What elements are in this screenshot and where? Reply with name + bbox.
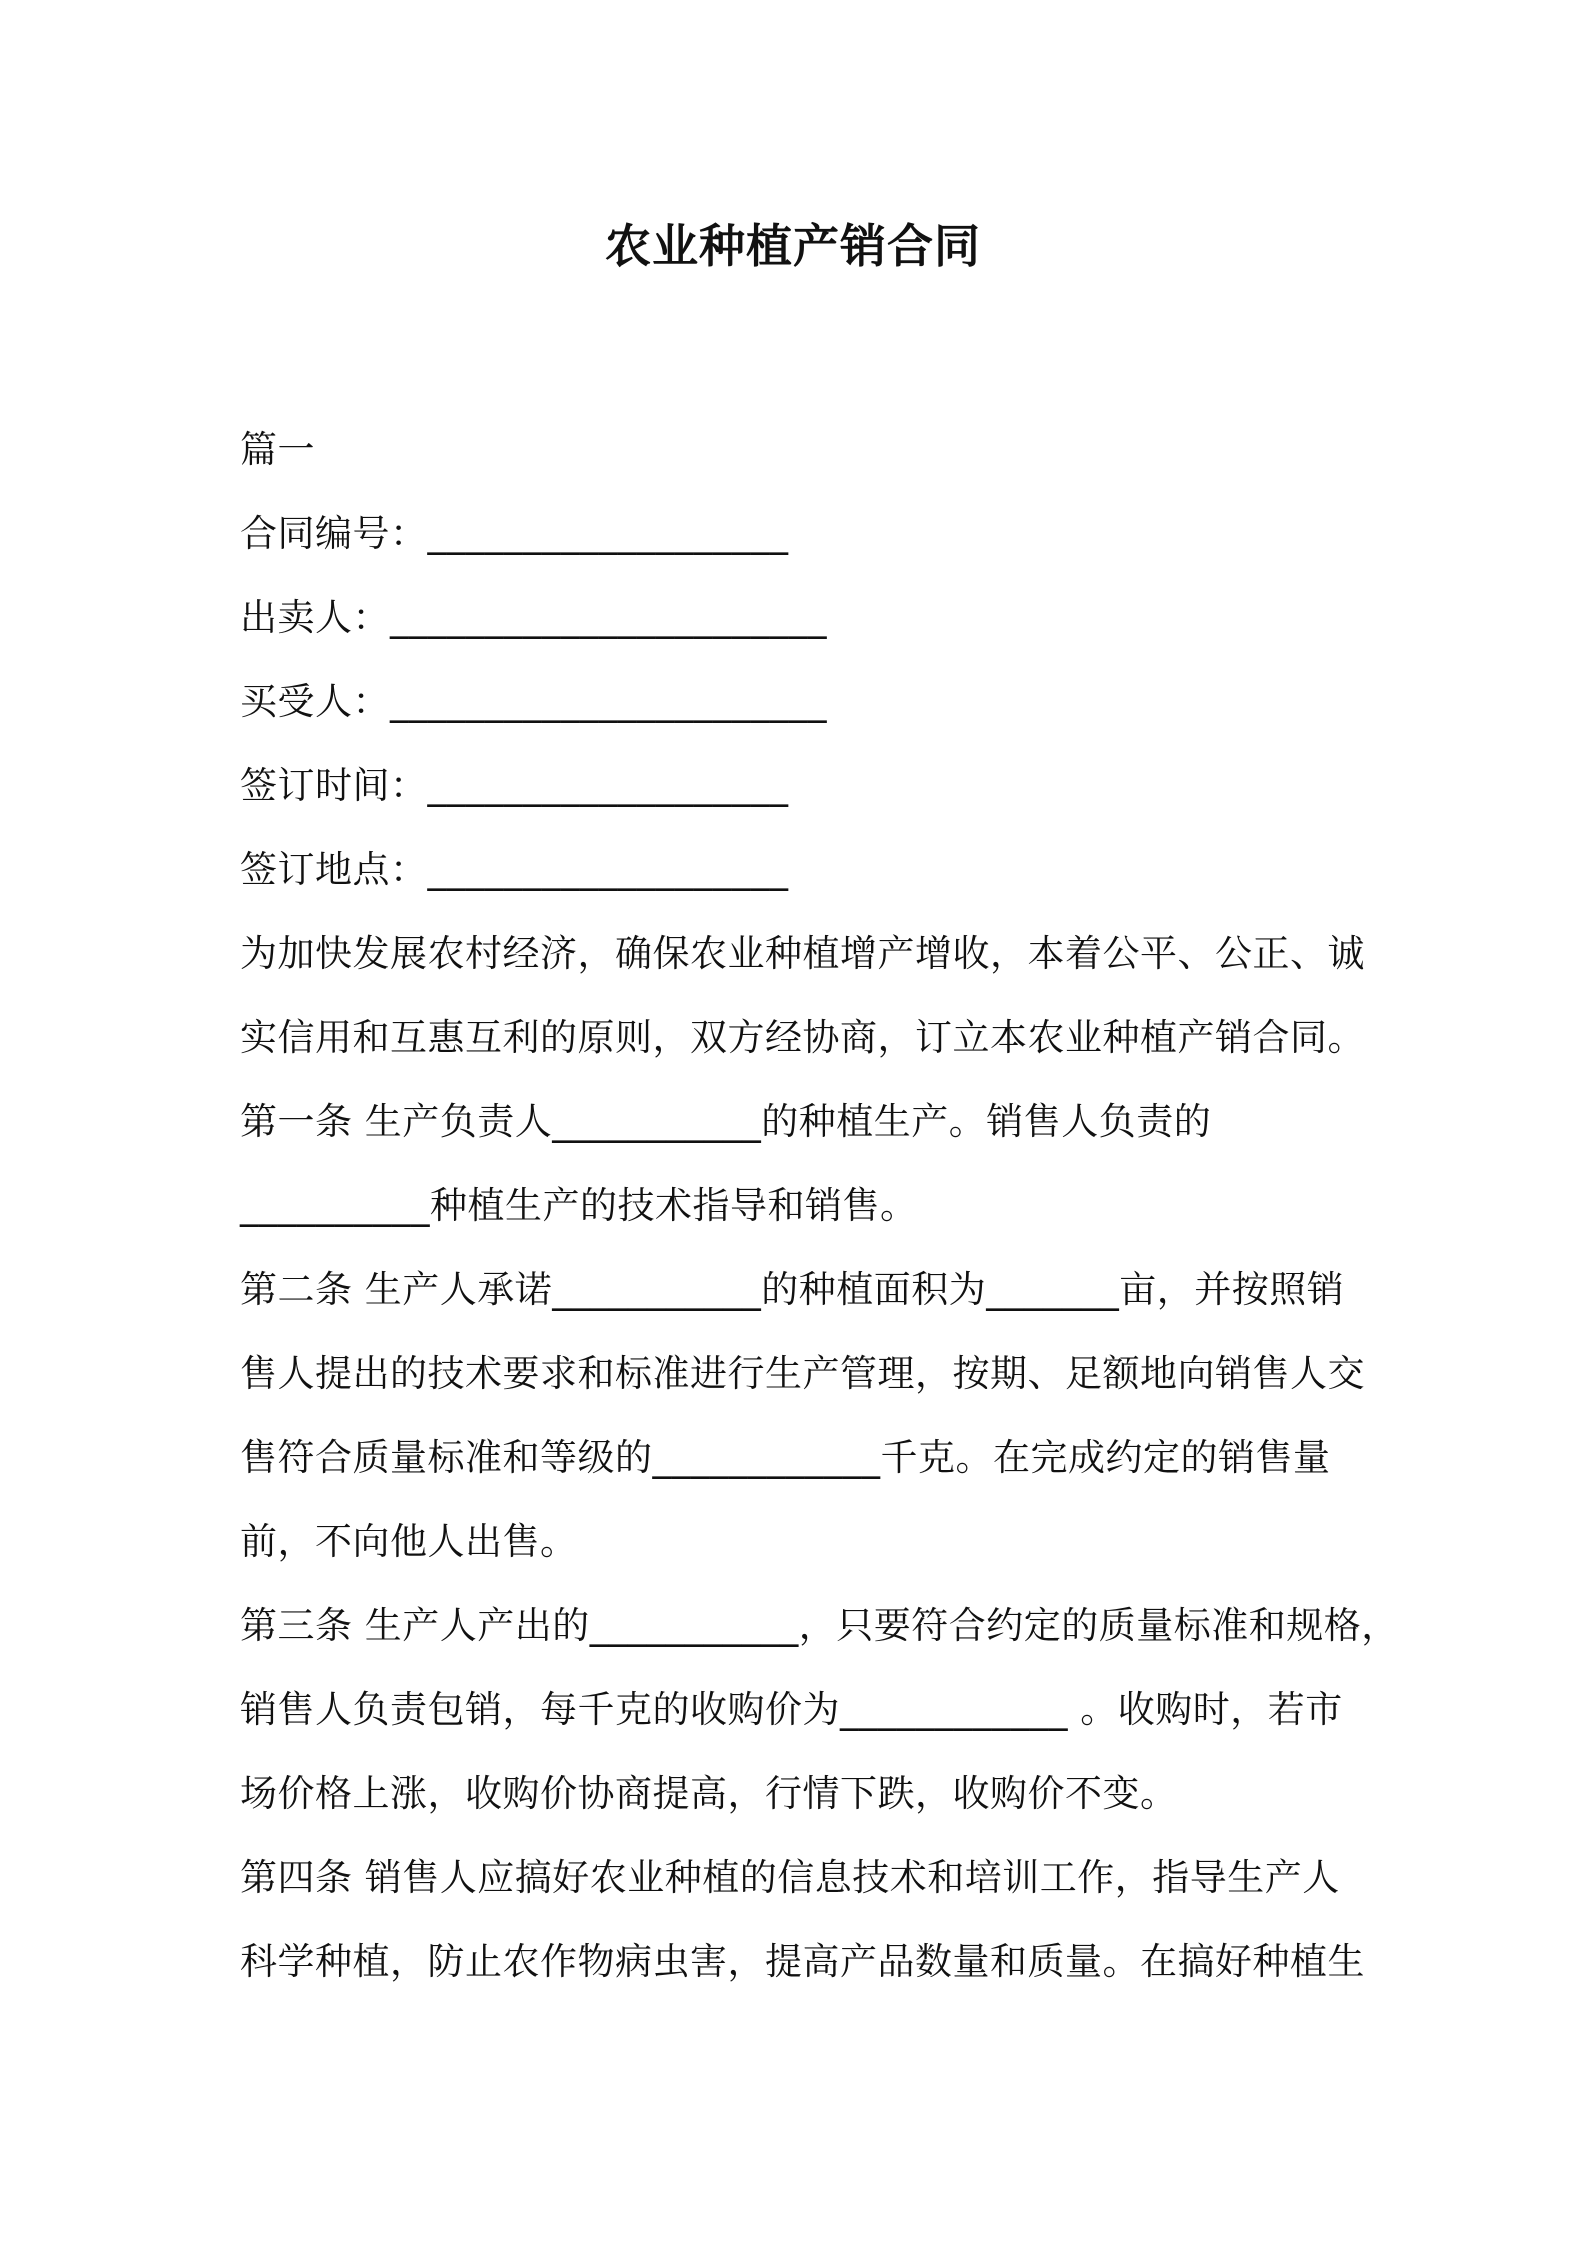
- article-1-line: __________种植生产的技术指导和销售。: [240, 1184, 918, 1227]
- document-title: 农业种植产销合同: [605, 219, 981, 273]
- article-2-line: 售人提出的技术要求和标准进行生产管理，按期、足额地向销售人交: [240, 1352, 1365, 1395]
- field-signing-time: 签订时间：___________________: [240, 764, 789, 807]
- section-heading: 篇一: [240, 428, 315, 471]
- article-1-line: 第一条 生产负责人___________的种植生产。销售人负责的: [240, 1100, 1212, 1143]
- article-3-line: 第三条 生产人产出的___________，只要符合约定的质量标准和规格，: [240, 1604, 1399, 1647]
- field-buyer: 买受人：_______________________: [240, 680, 827, 723]
- preamble-line: 为加快发展农村经济，确保农业种植增产增收，本着公平、公正、诚: [240, 932, 1365, 975]
- preamble-line: 实信用和互惠互利的原则，双方经协商，订立本农业种植产销合同。: [240, 1016, 1365, 1059]
- article-4-line: 科学种植，防止农作物病虫害，提高产品数量和质量。在搞好种植生: [240, 1940, 1365, 1983]
- field-contract-number: 合同编号：___________________: [240, 512, 789, 555]
- article-2-line: 前，不向他人出售。: [240, 1520, 578, 1563]
- article-4-line: 第四条 销售人应搞好农业种植的信息技术和培训工作，指导生产人: [240, 1856, 1340, 1899]
- field-signing-place: 签订地点：___________________: [240, 848, 789, 891]
- article-3-line: 销售人负责包销，每千克的收购价为____________ 。收购时，若市: [240, 1688, 1343, 1731]
- article-3-line: 场价格上涨，收购价协商提高，行情下跌，收购价不变。: [240, 1772, 1178, 1815]
- document-body: [240, 408, 1399, 2004]
- article-2-line: 第二条 生产人承诺___________的种植面积为_______亩，并按照销: [240, 1268, 1345, 1311]
- field-seller: 出卖人：_______________________: [240, 596, 827, 639]
- article-2-line: 售符合质量标准和等级的____________千克。在完成约定的销售量: [240, 1436, 1331, 1479]
